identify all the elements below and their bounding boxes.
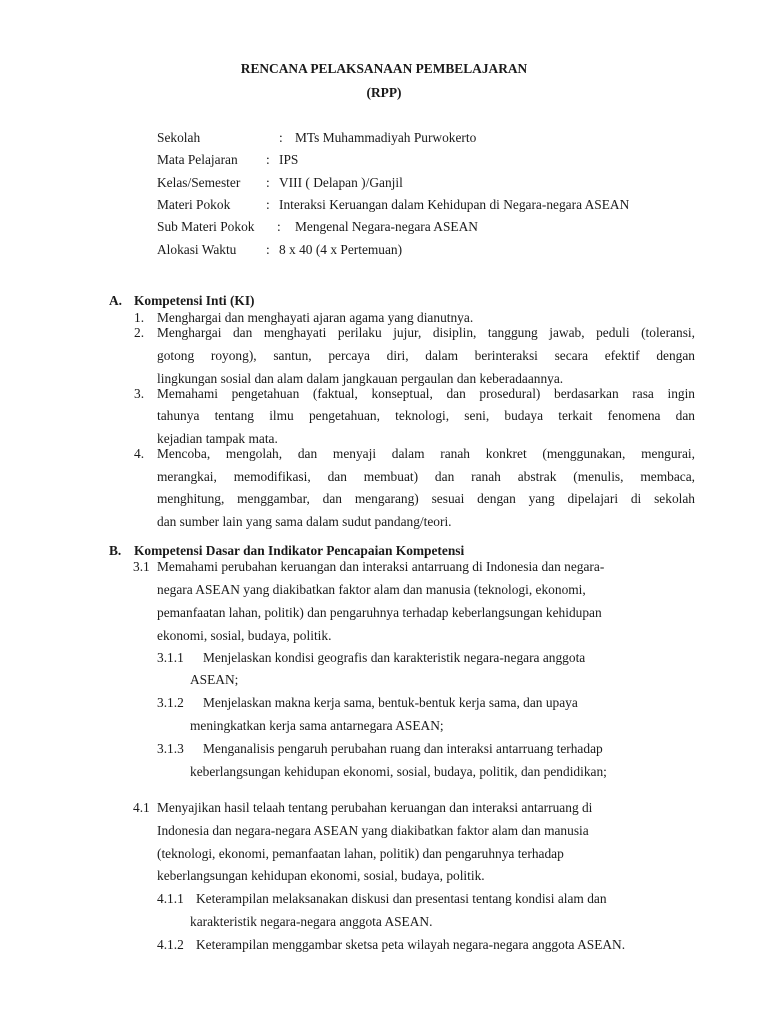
identity-separator: : [266,175,270,190]
indicator-text: meningkatkan kerja sama antarnegara ASEAN; [190,718,444,733]
identity-label: Alokasi Waktu [157,242,237,257]
ki-text: gotong royong), santun, percaya diri, dalam berinteraksi secara efektif dengan [157,348,695,363]
identity-value-time: 8 x 40 (4 x Pertemuan) [279,242,403,257]
identity-value-subtopic: Mengenal Negara-negara ASEAN [295,219,478,234]
kd-text: keberlangsungan kehidupan ekonomi, sosial, budaya, politik. [157,868,485,883]
kd-number: 4.1 [133,800,150,815]
ki-number: 4. [134,446,145,461]
identity-label: Materi Pokok [157,197,231,212]
indicator-text: Menganalisis pengaruh perubahan ruang dan interaksi antarruang terhadap [203,741,603,756]
ki-text: Mencoba, mengolah, dan menyaji dalam ranah konkret (menggunakan, mengurai, [157,446,695,461]
ki-text: lingkungan sosial dan alam dalam jangkauan pergaulan dan keberadaannya. [157,371,564,386]
indicator-number: 3.1.2 [157,695,184,710]
identity-value-subject: IPS [279,152,299,167]
kd-text: negara ASEAN yang diakibatkan faktor alam dan manusia (teknologi, ekonomi, [157,582,586,597]
indicator-text: Menjelaskan kondisi geografis dan karakteristik negara-negara anggota [203,650,586,665]
document-subtitle: (RPP) [366,85,402,100]
indicator-text: Menjelaskan makna kerja sama, bentuk-bentuk kerja sama, dan upaya [203,695,578,710]
kd-text: Memahami perubahan keruangan dan interaksi antarruang di Indonesia dan negara- [157,559,605,574]
section-b-letter: B. [109,543,122,558]
identity-label: Kelas/Semester [157,175,241,190]
ki-number: 2. [134,325,145,340]
ki-text: menghitung, menggambar, dan mengarang) sesuai dengan yang dipelajari di sekolah [157,491,695,506]
ki-number: 1. [134,310,145,325]
indicator-number: 4.1.1 [157,891,184,906]
kd-text: ekonomi, sosial, budaya, politik. [157,628,332,643]
section-a-letter: A. [109,293,123,308]
ki-text: dan sumber lain yang sama dalam sudut pandang/teori. [157,514,452,529]
indicator-number: 3.1.1 [157,650,184,665]
ki-text: tahunya tentang ilmu pengetahuan, teknologi, seni, budaya terkait fenomena dan [157,408,695,423]
ki-text: Memahami pengetahuan (faktual, konseptual, dan prosedural) berdasarkan rasa ingin [157,386,695,401]
section-b-heading: Kompetensi Dasar dan Indikator Pencapaian Kompetensi [134,543,465,558]
kd-text: Indonesia dan negara-negara ASEAN yang diakibatkan faktor alam dan manusia [157,823,589,838]
indicator-text: karakteristik negara-negara anggota ASEAN. [190,914,433,929]
indicator-text: ASEAN; [190,672,239,687]
ki-text: merangkai, memodifikasi, dan membuat) dan ranah abstrak (menulis, membaca, [157,469,695,484]
identity-separator: : [266,197,270,212]
identity-value-class: VIII ( Delapan )/Ganjil [279,175,403,190]
identity-label: Mata Pelajaran [157,152,238,167]
ki-text: kejadian tampak mata. [157,431,278,446]
identity-separator: : [279,130,283,145]
section-a-heading: Kompetensi Inti (KI) [134,293,255,308]
document-title: RENCANA PELAKSANAAN PEMBELAJARAN [240,61,528,76]
indicator-number: 4.1.2 [157,937,184,952]
ki-text: Menghargai dan menghayati ajaran agama yang dianutnya. [157,310,474,325]
identity-separator: : [277,219,281,234]
indicator-text: keberlangsungan kehidupan ekonomi, sosial, budaya, politik, dan pendidikan; [190,764,607,779]
ki-number: 3. [134,386,145,401]
identity-separator: : [266,242,270,257]
indicator-text: Keterampilan menggambar sketsa peta wilayah negara-negara anggota ASEAN. [196,937,626,952]
ki-text: Menghargai dan menghayati perilaku jujur, disiplin, tanggung jawab, peduli (toleransi, [157,325,695,340]
kd-text: Menyajikan hasil telaah tentang perubahan keruangan dan interaksi antarruang di [157,800,593,815]
indicator-text: Keterampilan melaksanakan diskusi dan presentasi tentang kondisi alam dan [196,891,607,906]
identity-label: Sub Materi Pokok [157,219,255,234]
identity-separator: : [266,152,270,167]
kd-number: 3.1 [133,559,150,574]
kd-text: pemanfaatan lahan, politik) dan pengaruhnya terhadap keberlangsungan kehidupan [157,605,602,620]
identity-label: Sekolah [157,130,201,145]
indicator-number: 3.1.3 [157,741,184,756]
identity-value-topic: Interaksi Keruangan dalam Kehidupan di Negara-negara ASEAN [279,197,630,212]
identity-value-school: MTs Muhammadiyah Purwokerto [295,130,477,145]
kd-text: (teknologi, ekonomi, pemanfaatan lahan, politik) dan pengaruhnya terhadap [157,846,564,861]
